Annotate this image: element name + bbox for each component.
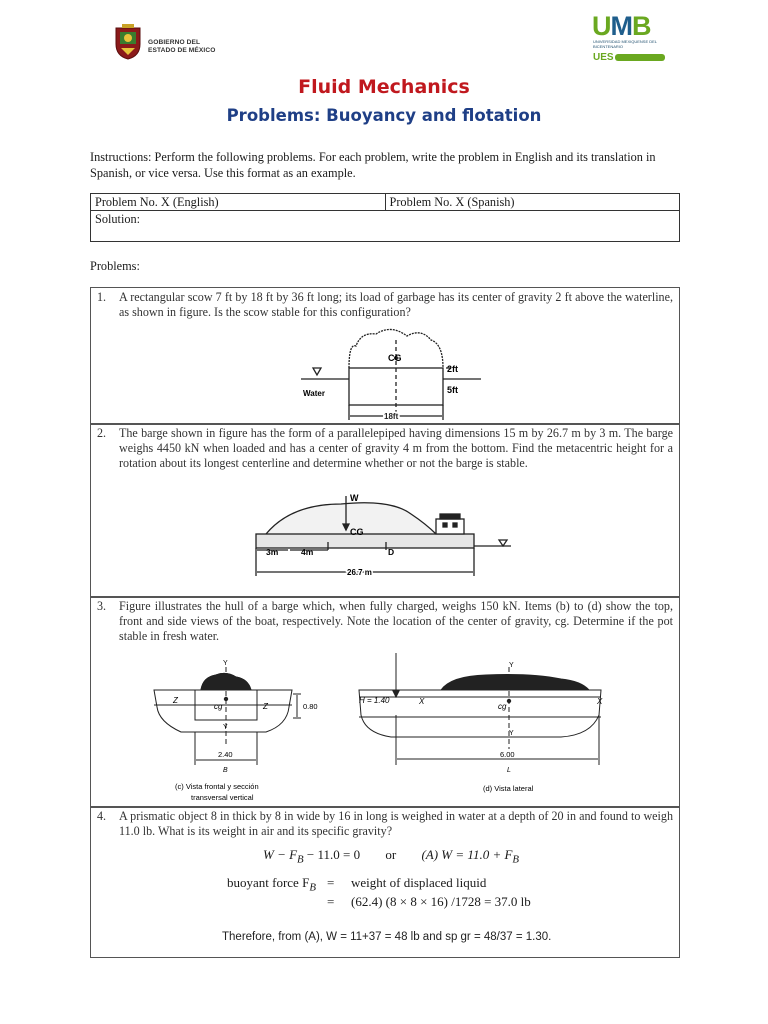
p3-caption-c1: (c) Vista frontal y sección (175, 782, 259, 791)
p3-z-label-left: Z (173, 696, 178, 705)
problem-3 (90, 596, 680, 808)
p4-equation-1: $W - F_B - 11.0 = 0$ or (A) $W = 11.0 + F_B$ (263, 847, 520, 866)
p3-y-label-c2: Y (223, 724, 228, 731)
problem-4-text: 4. A prismatic object 8 in thick by 8 in wide by 16 in long is weighed in water at a depth of 20 in and found to weigh 11.0 lb. What is its weight in air and its specific gravity? (97, 809, 673, 838)
problems-label: Problems: (90, 259, 140, 273)
p2-d2-label: 4m (301, 547, 314, 557)
p4-equals-2: = (327, 894, 335, 909)
p3-x-label-left: X (419, 697, 425, 706)
p3-l-label: L (507, 767, 511, 774)
page-subtitle: Problems: Buoyancy and flotation (226, 106, 542, 125)
ues-bar (615, 54, 665, 61)
p2-d-label: D (388, 547, 395, 557)
problem-1-text: 1. A rectangular scow 7 ft by 18 ft by 36 ft long; its load of garbage has its center of gravity 2 ft above the waterline, as shown in figure. Is the scow stable for this configuration? (97, 290, 673, 319)
problem-1 (90, 287, 680, 425)
p4-equals-1: = (327, 875, 335, 890)
problem-2 (90, 423, 680, 598)
problem-3-figure (91, 597, 679, 807)
p1-cg-label: CG (388, 353, 402, 363)
page-title: Fluid Mechanics (298, 76, 470, 98)
p3-caption-d: (d) Vista lateral (483, 784, 534, 793)
coat-of-arms-icon (112, 24, 144, 60)
ues-label: UES (593, 52, 614, 63)
p1-top-label: 2ft (447, 364, 458, 374)
p3-z-label-right: Z (263, 702, 268, 711)
problem-2-figure (91, 424, 679, 597)
umb-wordmark: UMB (592, 11, 651, 41)
umb-subtitle: UNIVERSIDAD MEXIQUENSE DEL BICENTENARIO (593, 39, 657, 49)
problem-2-text: 2. The barge shown in figure has the form of a parallelepiped having dimensions 15 m by 26.7 m by 3 m. The barge weighs 4450 kN when loaded and has a center of gravity 4 m from the bottom. Find the metacentric height for a rotation about its longest centerline and determine whether or not the barge is stable. (97, 426, 673, 470)
format-english-cell: Problem No. X (English) (91, 194, 386, 211)
gobierno-logo-text: GOBIERNO DEL ESTADO DE MÉXICO (148, 39, 216, 54)
p3-cg-label-c: cg (214, 702, 223, 711)
problem-4 (90, 806, 680, 958)
p3-w240-label: 2.40 (218, 750, 233, 759)
p2-w-label: W (350, 493, 359, 503)
p3-y-label-d: Y (509, 662, 514, 669)
format-table (90, 193, 680, 242)
p3-x-label-right: X (597, 697, 603, 706)
p2-cg-label: CG (350, 527, 364, 537)
p1-bottom-label: 5ft (447, 385, 458, 395)
p3-caption-c2: transversal vertical (191, 793, 254, 802)
p3-b-label: B (223, 767, 228, 774)
p2-length-label: 26.7 m (347, 568, 372, 577)
format-spanish-cell: Problem No. X (Spanish) (385, 194, 680, 211)
p1-water-label: Water (303, 389, 325, 398)
gobierno-edomex-logo (108, 24, 238, 66)
format-solution-cell: Solution: (91, 211, 680, 242)
p3-cg-label-d: cg (498, 702, 507, 711)
p3-l600-label: 6.00 (500, 750, 515, 759)
p3-y-label-d2: Y (509, 730, 514, 737)
umb-logo (591, 11, 671, 64)
problem-1-figure (91, 288, 679, 424)
p3-y-label-c: Y (223, 660, 228, 667)
p3-h080-label: 0.80 (303, 702, 318, 711)
instructions: Instructions: Perform the following problems. For each problem, write the problem in English and its translation in Spanish, or vice versa. Use this format as an example. (90, 150, 656, 180)
p4-equation-2-label: buoyant force $F_B$ (227, 875, 316, 894)
p4-equation-2-rhs2: (62.4) (8 × 8 × 16) /1728 = 37.0 lb (351, 894, 531, 909)
p1-width-label: 18ft (384, 412, 399, 421)
p3-h140-label: H = 1.40 (359, 696, 390, 705)
problem-3-text: 3. Figure illustrates the hull of a barge which, when fully charged, weighs 150 kN. Items (b) to (d) show the top, front and side views of the boat, respectively. Note the location of the center of gravity, cg. Determine if the pot stable in fresh water. (97, 599, 673, 643)
p4-therefore: Therefore, from (A), W = 11+37 = 48 lb and sp gr = 48/37 = 1.30. (222, 931, 552, 943)
p2-d1-label: 3m (266, 547, 279, 557)
p4-equation-2-rhs1: weight of displaced liquid (351, 875, 487, 890)
